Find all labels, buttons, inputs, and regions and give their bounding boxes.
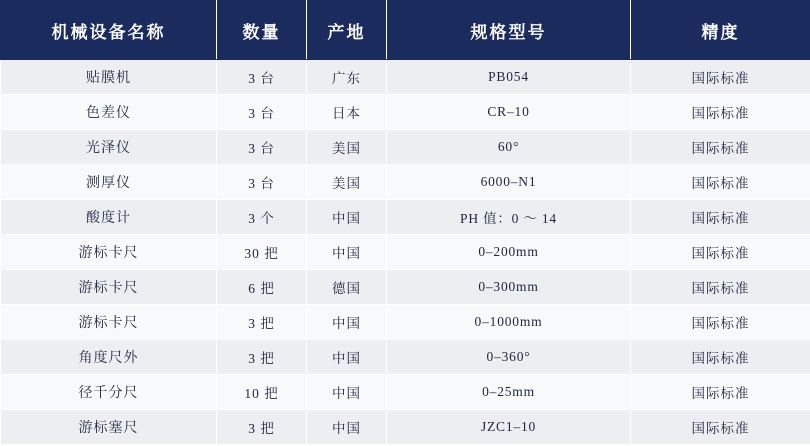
cell-quantity: 3 个 — [217, 200, 307, 235]
cell-equipment-name: 游标卡尺 — [1, 235, 217, 270]
cell-equipment-name: 游标卡尺 — [1, 305, 217, 340]
table-row — [1, 235, 810, 270]
cell-specification: 0–200mm — [387, 235, 631, 270]
cell-specification: 60° — [387, 130, 631, 165]
cell-origin: 美国 — [307, 165, 387, 200]
cell-quantity: 3 把 — [217, 410, 307, 445]
cell-specification: PH 值：0 ～ 14 — [387, 200, 631, 235]
cell-quantity: 3 台 — [217, 130, 307, 165]
cell-origin: 中国 — [307, 375, 387, 410]
table-header — [1, 1, 810, 60]
cell-precision: 国际标准 — [631, 410, 810, 445]
cell-equipment-name: 色差仪 — [1, 95, 217, 130]
cell-origin: 中国 — [307, 235, 387, 270]
cell-quantity: 10 把 — [217, 375, 307, 410]
cell-origin: 中国 — [307, 410, 387, 445]
cell-origin: 德国 — [307, 270, 387, 305]
table-row — [1, 130, 810, 165]
column-header-precision: 精度 — [631, 1, 810, 60]
table-row — [1, 305, 810, 340]
cell-specification: 6000–N1 — [387, 165, 631, 200]
cell-specification: 0–300mm — [387, 270, 631, 305]
cell-specification: 0–360° — [387, 340, 631, 375]
cell-precision: 国际标准 — [631, 375, 810, 410]
table-row — [1, 410, 810, 445]
header-row — [1, 1, 810, 60]
cell-precision: 国际标准 — [631, 235, 810, 270]
cell-equipment-name: 贴膜机 — [1, 60, 217, 95]
table-row — [1, 95, 810, 130]
cell-origin: 中国 — [307, 200, 387, 235]
table-row — [1, 375, 810, 410]
cell-precision: 国际标准 — [631, 165, 810, 200]
cell-equipment-name: 游标卡尺 — [1, 270, 217, 305]
column-header-origin: 产地 — [307, 1, 387, 60]
cell-equipment-name: 酸度计 — [1, 200, 217, 235]
table-row — [1, 200, 810, 235]
cell-equipment-name: 角度尺外 — [1, 340, 217, 375]
cell-origin: 广东 — [307, 60, 387, 95]
cell-quantity: 3 台 — [217, 165, 307, 200]
cell-quantity: 3 台 — [217, 95, 307, 130]
cell-precision: 国际标准 — [631, 95, 810, 130]
cell-origin: 日本 — [307, 95, 387, 130]
table-body — [1, 60, 810, 445]
cell-quantity: 3 把 — [217, 340, 307, 375]
cell-equipment-name: 径千分尺 — [1, 375, 217, 410]
cell-quantity: 6 把 — [217, 270, 307, 305]
table-row — [1, 165, 810, 200]
cell-specification: JZC1–10 — [387, 410, 631, 445]
cell-precision: 国际标准 — [631, 270, 810, 305]
cell-quantity: 30 把 — [217, 235, 307, 270]
cell-origin: 中国 — [307, 305, 387, 340]
cell-precision: 国际标准 — [631, 340, 810, 375]
cell-specification: 0–1000mm — [387, 305, 631, 340]
cell-precision: 国际标准 — [631, 305, 810, 340]
column-header-equipment-name: 机械设备名称 — [1, 1, 217, 60]
cell-specification: CR–10 — [387, 95, 631, 130]
cell-specification: 0–25mm — [387, 375, 631, 410]
column-header-quantity: 数量 — [217, 1, 307, 60]
table-row — [1, 60, 810, 95]
cell-equipment-name: 测厚仪 — [1, 165, 217, 200]
cell-precision: 国际标准 — [631, 130, 810, 165]
cell-equipment-name: 游标塞尺 — [1, 410, 217, 445]
table-row — [1, 340, 810, 375]
cell-precision: 国际标准 — [631, 200, 810, 235]
cell-quantity: 3 把 — [217, 305, 307, 340]
cell-specification: PB054 — [387, 60, 631, 95]
cell-origin: 美国 — [307, 130, 387, 165]
table-row — [1, 270, 810, 305]
cell-origin: 中国 — [307, 340, 387, 375]
cell-equipment-name: 光泽仪 — [1, 130, 217, 165]
cell-quantity: 3 台 — [217, 60, 307, 95]
column-header-specification: 规格型号 — [387, 1, 631, 60]
cell-precision: 国际标准 — [631, 60, 810, 95]
